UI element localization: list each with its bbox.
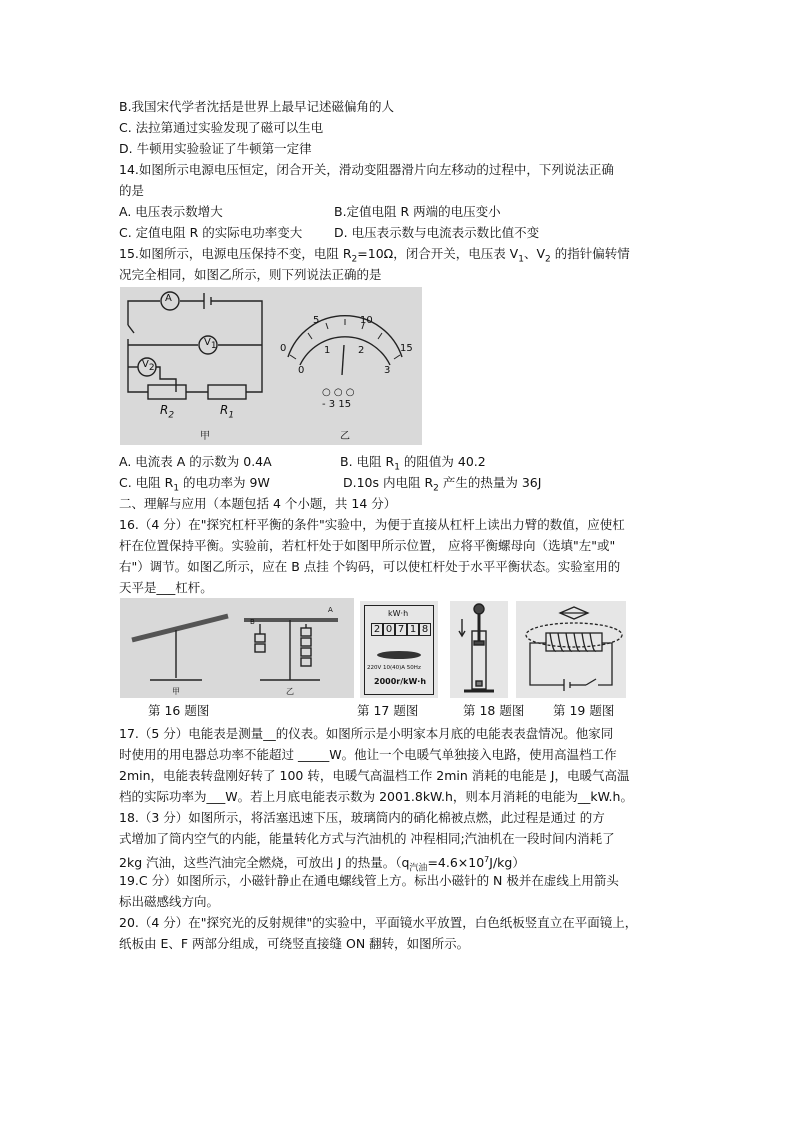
meter-ticks xyxy=(290,319,400,359)
meter-scale-top-5: 5 xyxy=(313,315,320,326)
caption-figure-19: 第 19 题图 xyxy=(553,703,615,718)
caption-figure-17: 第 17 题图 xyxy=(357,703,419,718)
question-18-line-3: 2kg 汽油，这些汽油完全燃烧，可放出 J 的热量。$(q_{汽油}=4.6\times 10^7J/kg)$ xyxy=(119,855,525,874)
meter-digit: 7 xyxy=(395,623,407,636)
caption-figure-18: 第 18 题图 xyxy=(463,703,525,718)
figure-18-piston-cylinder xyxy=(450,601,508,698)
meter-terminal-dots: ○ ○ ○ xyxy=(322,387,355,398)
meter-digit: 2 xyxy=(371,623,383,636)
meter-spec: 220V 10(40)A 50Hz xyxy=(367,665,421,671)
question-19-line-1: 19.C 分）如图所示，小磁针静止在通电螺线管上方。标出小磁针的 N 极并在虚线上用箭头 xyxy=(119,873,619,888)
question-18-line-1: 18.（3 分）如图所示，将活塞迅速下压，玻璃筒内的硝化棉被点燃，此过程是通过 的方 xyxy=(119,810,605,825)
question-17-line-2: 时使用的用电器总功率不能超过 _____W。他让一个电暖气单独接入电路，使用高温档工作 xyxy=(119,747,617,762)
figure-17-energy-meter xyxy=(360,601,438,698)
option-c-faraday: C. 法拉第通过实验发现了磁可以生电 xyxy=(119,120,324,135)
meter-digit-decimal: 8 xyxy=(419,623,431,636)
caption-figure-16: 第 16 题图 xyxy=(148,703,210,718)
question-15-stem: 15.如图所示，电源电压保持不变，电阻 $R_2=10\Omega$，闭合开关，电压表 $V_1$、$V_2$ 的指针偏转情 xyxy=(119,246,630,265)
meter-digit: 1 xyxy=(407,623,419,636)
question-17-line-1: 17.（5 分）电能表是测量__的仪表。如图所示是小明家本月底的电能表表盘情况。他家同 xyxy=(119,726,614,741)
figure-16-yi-caption: 乙 xyxy=(286,687,294,696)
q14-option-d: D. 电压表示数与电流表示数比值不变 xyxy=(334,225,540,240)
question-17-line-4: 档的实际功率为___W。若上月底电能表示数为 2001.8kW.h，则本月消耗的电能为__kW.h。 xyxy=(119,789,633,804)
voltmeter-2-label: $V_2$ xyxy=(142,359,155,373)
question-20-line-1: 20.（4 分）在"探究光的反射规律"的实验中，平面镜水平放置，白色纸板竖直立在平面镜上， xyxy=(119,915,638,930)
resistor-r2-label: $R_2$ xyxy=(160,403,175,421)
question-16-line-1: 16.（4 分）在"探究杠杆平衡的条件"实验中，为便于直接从杠杆上读出力臂的数值，应使杠 xyxy=(119,517,625,532)
figure-15-yi-caption: 乙 xyxy=(340,431,350,442)
meter-rate: 2000r/kW·h xyxy=(374,677,427,686)
question-16-line-2: 杆在位置保持平衡。实验前，若杠杆处于如图甲所示位置， 应将平衡螺母向（选填"左"或" xyxy=(119,538,616,553)
question-14-stem: 14.如图所示电源电压恒定，闭合开关，滑动变阻器滑片向左移动的过程中，下列说法正确 xyxy=(119,162,614,177)
q15-option-c: C. 电阻 $R_1$ 的电功率为 9W xyxy=(119,475,270,494)
resistor-r1-label: $R_1$ xyxy=(220,403,235,421)
meter-unit: kW·h xyxy=(388,609,409,618)
figure-16 xyxy=(120,598,354,698)
meter-scale-bot-2: 2 xyxy=(358,345,365,356)
meter-scale-top-0: 0 xyxy=(280,343,287,354)
q15-option-d: D.10s 内电阻 $R_2$ 产生的热量为 36J xyxy=(343,475,542,494)
section-2-heading: 二、理解与应用（本题包括 4 个小题，共 14 分） xyxy=(119,496,397,511)
q15-option-a: A. 电流表 A 的示数为 0.4A xyxy=(119,454,272,469)
option-b-shen-kuo: B.我国宋代学者沈括是世界上最早记述磁偏角的人 xyxy=(119,99,395,114)
meter-scale-top-15: 15 xyxy=(400,343,413,354)
voltmeter-1-label: $V_1$ xyxy=(204,337,217,351)
meter-scale-bot-0: 0 xyxy=(298,365,305,376)
q15-option-b: B. 电阻 $R_1$ 的阻值为 40.2 xyxy=(340,454,486,473)
figure-15 xyxy=(120,287,422,445)
figure-16-jia-caption: 甲 xyxy=(172,687,180,696)
meter-scale-bot-1: 1 xyxy=(324,345,331,356)
meter-scale-bot-3: 3 xyxy=(384,365,391,376)
question-14-stem-cont: 的是 xyxy=(119,183,145,198)
q14-option-a: A. 电压表示数增大 xyxy=(119,204,223,219)
figure-19-solenoid xyxy=(516,601,626,698)
question-19-line-2: 标出磁感线方向。 xyxy=(119,894,220,909)
question-16-line-3: 右"）调节。如图乙所示，应在 B 点挂 个钩码，可以使杠杆处于水平平衡状态。实验室用的 xyxy=(119,559,621,574)
q14-option-c: C. 定值电阻 R 的实际电功率变大 xyxy=(119,225,303,240)
ammeter-label: A xyxy=(165,293,172,304)
question-16-line-4: 天平是___杠杆。 xyxy=(119,580,213,595)
meter-scale-top-10: 10 xyxy=(360,315,373,326)
lever-point-b: B xyxy=(250,618,255,626)
q14-option-b: B.定值电阻 R 两端的电压变小 xyxy=(334,204,501,219)
question-20-line-2: 纸板由 E、F 两部分组成，可绕竖直接缝 ON 翻转，如图所示。 xyxy=(119,936,470,951)
meter-terminal-labels: - 3 15 xyxy=(322,399,352,410)
meter-digit: 0 xyxy=(383,623,395,636)
question-17-line-3: 2min，电能表转盘刚好转了 100 转，电暖气高温档工作 2min 消耗的电能是 J，电暖气高温 xyxy=(119,768,630,783)
question-18-line-2: 式增加了筒内空气的内能，能量转化方式与汽油机的 冲程相同;汽油机在一段时间内消耗了 xyxy=(119,831,615,846)
option-d-newton: D. 牛顿用实验验证了牛顿第一定律 xyxy=(119,141,312,156)
lever-point-a: A xyxy=(328,606,333,614)
question-15-stem-cont: 况完全相同，如图乙所示，则下列说法正确的是 xyxy=(119,267,382,282)
figure-15-jia-caption: 甲 xyxy=(200,431,210,442)
